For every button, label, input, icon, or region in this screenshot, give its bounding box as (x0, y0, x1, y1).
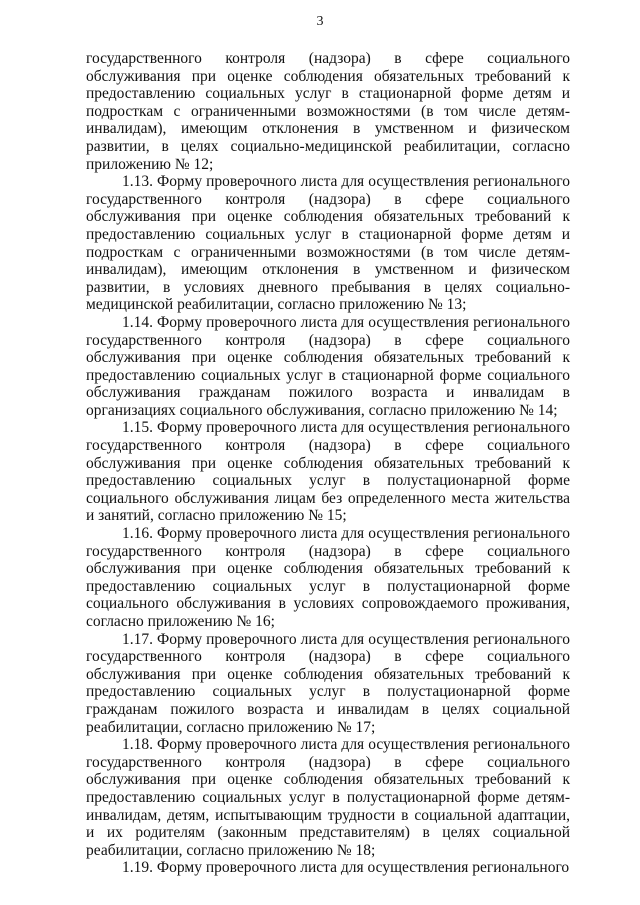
paragraph-continuation-12: государственного контроля (надзора) в сфере социального обслуживания при оценке соблюдения обязательных требований к предоставлению социальных услуг в стационарной форме детям и подросткам с ограниченными возможностями (в том числе детям-инвалидам), имеющим отклонения в умственном и физическом развитии, в целях социально-медицинской реабилитации, согласно приложению № 12; (86, 50, 570, 173)
paragraph-item-1-17: 1.17. Форму проверочного листа для осуществления регионального государственного контроля (надзора) в сфере социального обслуживания при оценке соблюдения обязательных требований к предоставлению социальных услуг в полустационарной форме гражданам пожилого возраста и инвалидам в целях социальной реабилитации, согласно приложению № 17; (86, 630, 570, 736)
paragraph-item-1-15: 1.15. Форму проверочного листа для осуществления регионального государственного контроля (надзора) в сфере социального обслуживания при оценке соблюдения обязательных требований к предоставлению социальных услуг в полустационарной форме социального обслуживания лицам без определенного места жительства и занятий, согласно приложению № 15; (86, 419, 570, 525)
paragraph-item-1-13: 1.13. Форму проверочного листа для осуществления регионального государственного контроля (надзора) в сфере социального обслуживания при оценке соблюдения обязательных требований к предоставлению социальных услуг в стационарной форме детям и подросткам с ограниченными возможностями (в том числе детям-инвалидам), имеющим отклонения в умственном и физическом развитии, в условиях дневного пребывания в целях социально-медицинской реабилитации, согласно приложению № 13; (86, 173, 570, 314)
paragraph-item-1-18: 1.18. Форму проверочного листа для осуществления регионального государственного контроля (надзора) в сфере социального обслуживания при оценке соблюдения обязательных требований к предоставлению социальных услуг в полустационарной форме детям-инвалидам, детям, испытывающим трудности в социальной адаптации, и их родителям (законным представителям) в целях социальной реабилитации, согласно приложению № 18; (86, 736, 570, 859)
paragraph-item-1-19: 1.19. Форму проверочного листа для осуществления регионального (122, 859, 570, 877)
paragraph-item-1-16: 1.16. Форму проверочного листа для осуществления регионального государственного контроля (надзора) в сфере социального обслуживания при оценке соблюдения обязательных требований к предоставлению социальных услуг в полустационарной форме социального обслуживания в условиях сопровождаемого проживания, согласно приложению № 16; (86, 525, 570, 630)
document-body (86, 50, 570, 877)
page-number: 3 (316, 14, 324, 29)
paragraph-item-1-14: 1.14. Форму проверочного листа для осуществления регионального государственного контроля (надзора) в сфере социального обслуживания при оценке соблюдения обязательных требований к предоставлению социальных услуг в стационарной форме социального обслуживания гражданам пожилого возраста и инвалидам в организациях социального обслуживания, согласно приложению № 14; (86, 313, 570, 419)
